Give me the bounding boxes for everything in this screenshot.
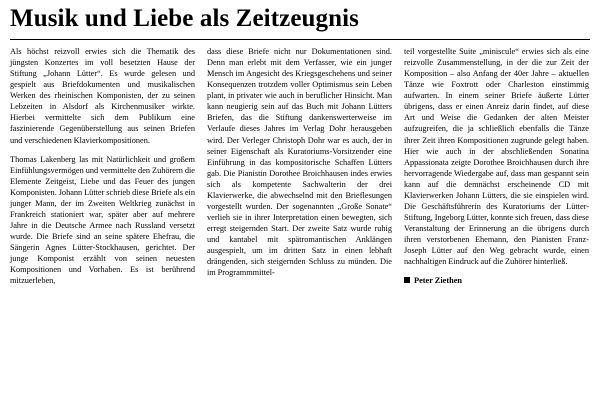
page-title: Musik und Liebe als Zeitzeugnis (10, 5, 359, 32)
article-columns (10, 46, 590, 286)
article-column-1 (10, 46, 195, 286)
paragraph: Als höchst reizvoll erwies sich die Thematik des jüngsten Konzertes im voll besetzten Hause der Stiftung „Johann Lütter“. Es wurde gelesen und gespielt aus Briefdokumenten und musikalischen Werken des rheinischen Komponisten, der zu seinen Lebzeiten in Alsdorf als Kirchenmusiker wirkte. Hierbei vermittelte sich dem Publikum eine faszinierende Gegenüberstellung aus seinen Briefen und verschiedenen Klavierkompositionen. (10, 47, 195, 145)
paragraph: dass diese Briefe nicht nur Dokumentationen sind. Denn man erlebt mit dem Verfasser, wie ein junger Mensch im Angesicht des Kriegsgeschehens und seiner Konsequenzen trotzdem voller Optimismus sein Leben plant, in privater wie auch in beruflicher Hinsicht. Man kann neugierig sein auf das Buch mit Johann Lütters Briefen, das die Stiftung dankenswerterweise im Verlaufe dieses Jahres im Verlag Dohr herausgeben wird. Der Verleger Christoph Dohr war es auch, der in seiner Eigenschaft als Kuratoriums-Vorsitzender eine Einführung in das kompositorische Schaffen Lütters gab. Die Pianistin Dorothee Broichhausen indes erwies sich als kompetente Sachwalterin der drei Klavierwerke, die abwechselnd mit den Brieflesungen vorgestellt wurden. Der sogenannten „Große Sonate“ verlieh sie in ihrer Interpretation einen bewegten, sich erregt steigernden Start. Der zweite Satz wurde ruhig und kantabel mit spätromantischen Anklängen ausgespielt, um im dritten Satz in einen lebhaft drängenden, sich steigernden Schluss zu münden. Die im Programmmittel- (207, 47, 392, 277)
article-column-3 (404, 46, 589, 286)
paragraph: teil vorgestellte Suite „miniscule“ erwies sich als eine reizvolle Zusammenstellung, in der die zur Zeit der Komposition – also Anfang der 40er Jahre – aktuellen Tänze wie Foxtrott oder Charleston einstimmig aufwarten. In einem seiner Briefe äußerte Lütter übrigens, dass er einen Anreiz darin findet, auf diese Art und Weise die Gedanken der alten Meister aufzugreifen, die ja schließlich ebenfalls die Tänze ihrer Zeit ihren Kompositionen zugrunde gelegt haben. Hier wie auch in der abschließenden Sonatina Appassionata zeigte Dorothee Broichhausen durch ihre hervorragende Wiedergabe auf, dass man gespannt sein kann auf die demnächst erscheinende CD mit Klavierwerken Johann Lütters, die sie einspielen wird. Die Geschäftsführerin des Kuratoriums der Lütter-Stiftung, Ingeborg Lütter, konnte sich freuen, dass diese Veranstaltung der Erinnerung an die übrigens durch ihren verstorbenen Ehemann, den Pianisten Franz-Joseph Lütter auf den Weg gebracht wurde, einen nachhaltigen Eindruck auf die Zuhörer hinterließ. (404, 47, 589, 266)
square-bullet-icon (404, 277, 410, 283)
byline-author: Peter Ziethen (414, 275, 462, 285)
article-column-2 (207, 46, 392, 278)
byline (404, 275, 589, 286)
headline-divider (10, 39, 590, 40)
paragraph: Thomas Lakenberg las mit Natürlichkeit und großem Einfühlungsvermögen und vermittelte den Zuhörern die Elemente Zeitgeist, Liebe und das Feuer des jungen Komponisten. Johann Lütter schrieb diese Briefe als ein junger Mann, der im Zweiten Weltkrieg zunächst in Frankreich stationiert war, später aber auf mehrere Jahre in die Deutsche Armee nach Russland versetzt wurde. Die Briefe sind an seine spätere Ehefrau, die Sängerin Agnes Lütter-Stockhausen, gerichtet. Der junge Komponist erzählt von seinen neuesten Kompositionen und Vorhaben. Es ist berührend mitzuerleben, (10, 154, 195, 285)
